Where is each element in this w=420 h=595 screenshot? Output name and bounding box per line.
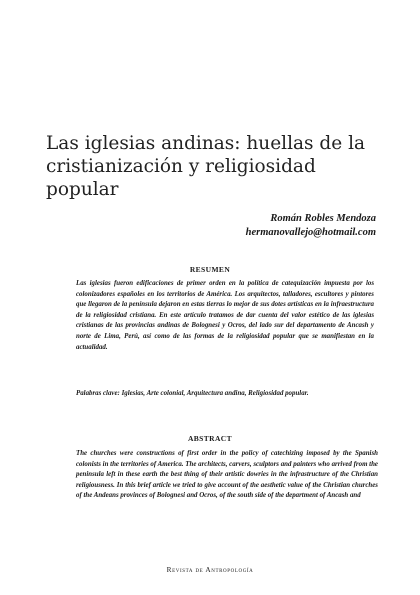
article-title: Las iglesias andinas: huellas de la cristianización y religiosidad popular [46,133,366,200]
keywords-paragraph [76,389,374,400]
journal-footer: Revista de Antropología [166,565,254,574]
abstract-body: The churches were constructions of first order in the policy of catechizing imposed by the Spanish colonists in the territories of America. The architects, carvers, sculptors and painters who arrived from the peninsula left in these earth the best thing of their artistic dowries in the infrastructure of the Christian religiousness. In this brief article we tried to give account of the aesthetic value of the Christian churches of the Andeans provinces of Bolognesi and Ocros, of the south side of the department of Ancash and [76,450,378,500]
resumen-body: Las iglesias fueron edificaciones de primer orden en la política de catequización impuesta por los colonizadores españoles en los territorios de América. Los arquitectos, talladores, escultores y pintores que llegaron de la península dejaron en estas tierras lo mejor de sus dotes artísticas en la infraestructura de la religiosidad cristiana. En este artículo tratamos de dar cuenta del valor estético de las iglesias cristianas de las provincias andinas de Bolognesi y Ocros, del lado sur del departamento de Ancash y norte de Lima, Perú, así como de las formas de la religiosidad popular que se manifiestan en la actualidad. [76,280,374,351]
author-name: Román Robles Mendoza [270,213,376,224]
resumen-heading: RESUMEN [189,265,231,274]
keywords-list: Iglesias, Arte colonial, Arquitectura andina, Religiosidad popular. [121,390,309,397]
author-email: hermanovallejo@hotmail.com [245,227,376,238]
author-block [136,212,376,240]
abstract-heading: ABSTRACT [187,434,233,443]
keywords-label: Palabras clave: [76,390,120,397]
